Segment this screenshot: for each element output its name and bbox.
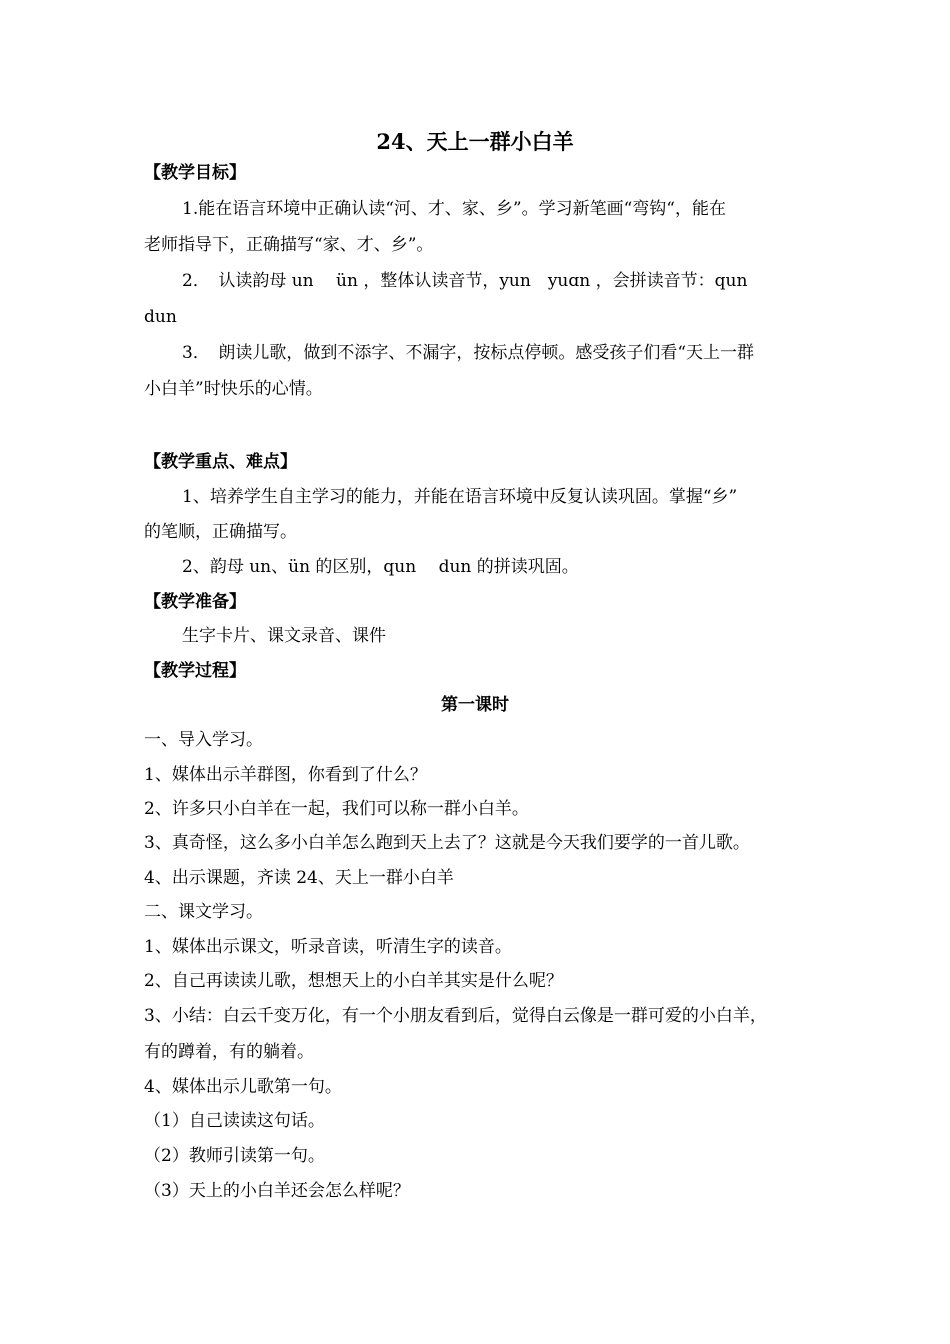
key-points-line: 2、韵母 un、ün 的区别，qun dun 的拼读巩固。 [182,557,579,577]
process-heading: 【教学过程】 [144,661,246,681]
goals-heading: 【教学目标】 [144,163,246,183]
goals-line: 小白羊”时快乐的心情。 [144,379,323,399]
goals-line: dun [144,307,177,327]
process-line: 1、媒体出示课文，听录音读，听清生字的读音。 [144,937,512,957]
process-line: 2、许多只小白羊在一起，我们可以称一群小白羊。 [144,799,529,819]
process-line: 一、导入学习。 [144,730,263,750]
process-line: 4、出示课题，齐读 24、天上一群小白羊 [144,868,454,888]
key-points-heading: 【教学重点、难点】 [144,452,297,472]
preparation-text: 生字卡片、课文录音、课件 [182,626,386,646]
process-line: 2、自己再读读儿歌，想想天上的小白羊其实是什么呢？ [144,971,563,991]
key-points-line: 的笔顺，正确描写。 [144,522,297,542]
process-line: 二、课文学习。 [144,902,263,922]
process-line: 1、媒体出示羊群图，你看到了什么？ [144,765,427,785]
process-line: 3、真奇怪，这么多小白羊怎么跑到天上去了？这就是今天我们要学的一首儿歌。 [144,833,750,853]
process-line: （2）教师引读第一句。 [144,1146,325,1166]
lesson-title: 第一课时 [441,695,509,715]
process-line: （1）自己读读这句话。 [144,1111,325,1131]
preparation-heading: 【教学准备】 [144,592,246,612]
process-line: 4、媒体出示儿歌第一句。 [144,1077,342,1097]
page-title: 24、天上一群小白羊 [376,129,574,154]
process-line: （3）天上的小白羊还会怎么样呢？ [144,1181,410,1201]
key-points-line: 1、培养学生自主学习的能力，并能在语言环境中反复认读巩固。掌握“乡” [182,487,738,507]
process-line: 有的蹲着，有的躺着。 [144,1042,314,1062]
goals-line: 2． 认读韵母 un ün ，整体认读音节，yun yuɑn ，会拼读音节：qun [182,271,748,291]
goals-line: 1.能在语言环境中正确认读“河、才、家、乡”。学习新笔画“弯钩“，能在 [182,199,726,219]
process-line: 3、小结：白云千变万化，有一个小朋友看到后，觉得白云像是一群可爱的小白羊， [144,1006,767,1026]
goals-line: 老师指导下，正确描写“家、才、乡”。 [144,235,434,255]
goals-line: 3． 朗读儿歌，做到不添字、不漏字，按标点停顿。感受孩子们看“天上一群 [182,343,755,363]
